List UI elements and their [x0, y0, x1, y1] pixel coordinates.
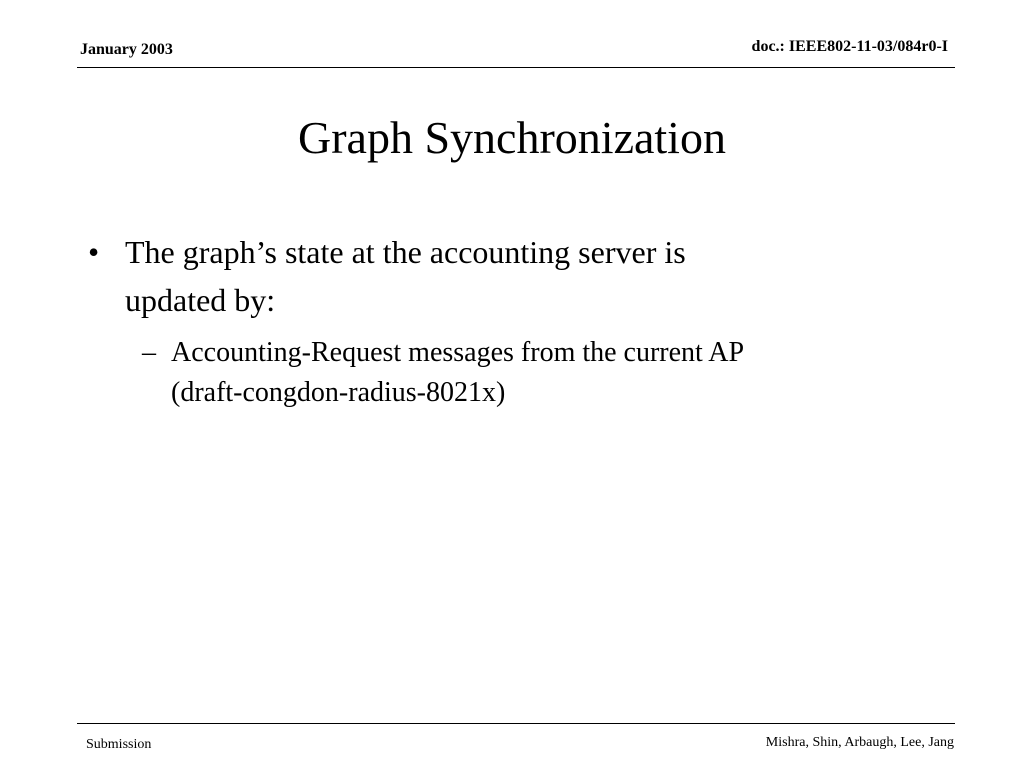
- footer-authors: Mishra, Shin, Arbaugh, Lee, Jang: [765, 735, 954, 750]
- footer-divider: [77, 723, 955, 724]
- sub-bullet-marker: –: [142, 337, 156, 368]
- slide-title: Graph Synchronization: [298, 112, 726, 163]
- sub-bullet-line-2: (draft-congdon-radius-8021x): [171, 377, 506, 408]
- header-doc-id: doc.: IEEE802-11-03/084r0-I: [751, 38, 948, 55]
- footer-submission: Submission: [86, 737, 152, 752]
- bullet-marker: •: [88, 234, 100, 270]
- header-date: January 2003: [80, 41, 173, 58]
- sub-bullet-line-1: Accounting-Request messages from the current AP: [171, 337, 745, 368]
- bullet-line-1: The graph’s state at the accounting server is: [125, 234, 686, 270]
- sub-bullet-text: [171, 333, 931, 413]
- bullet-line-2: updated by:: [125, 282, 276, 318]
- bullet-text: [125, 228, 885, 324]
- header-divider: [77, 67, 955, 68]
